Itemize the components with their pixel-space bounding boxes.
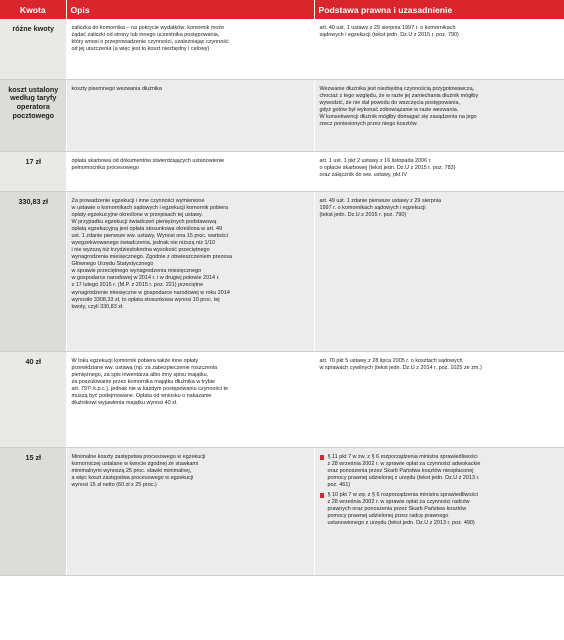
table-row [0,351,564,447]
row-description: zaliczka do komornika – na pokrycie wydatków; komornik może żądać zaliczki od strony lub innego uczestnika postępowania, który wnosi o przeprowadzenie czynności, uzależniając czynność od jej uiszczenia (a więc jest to koszt niezbędny i celowy) [66,19,314,79]
row-amount: różne kwoty [0,19,66,79]
row-legal-basis: art. 70 pkt 5 ustawy z 28 lipca 2005 r. o kosztach sądowych w sprawach cywilnych (tekst jedn. Dz.U z 2014 r. poz. 1025 ze zm.) [314,351,564,447]
row-legal-basis: art. 40 ust. 1 ustawy z 29 sierpnia 1997 r. o komornikach sądowych i egzekucji (tekst jedn. Dz.U z 2015 r. poz. 790) [314,19,564,79]
row-amount: 15 zł [0,447,66,575]
row-legal-basis: art. 1 ust. 1 pkt 2 ustawy z 16 listopada 2006 r. o opłacie skarbowej (tekst jedn. Dz.U z 2015 r. poz. 783) oraz załącznik do ww. ustawy, pkt IV [314,151,564,191]
table-row [0,447,564,575]
header-podstawa: Podstawa prawna i uzasadnienie [314,0,564,19]
table-row [0,79,564,151]
header-opis: Opis [66,0,314,19]
legal-basis-item-text: § 10 pkt 7 w zw. z § 6 rozporządzenia ministra sprawiedliwości z 28 września 2002 r. w sprawie opłat za czynności radców prawnych oraz ponoszenia przez Skarb Państwa kosztów pomocy prawnej udzielonej przez radcę prawnego ustanowionego z urzędu (tekst jedn. Dz.U z 2013 r. poz. 490) [327,491,479,527]
row-amount: koszt ustalony według taryfy operatora pocztowego [0,79,66,151]
red-square-bullet-icon [320,493,325,498]
red-square-bullet-icon [320,455,325,460]
row-legal-basis: art. 49 ust. 1 zdanie pierwsze ustawy z 29 sierpnia 1997 r. o komornikach sądowych i egzekucji (tekst jedn. Dz.U z 2015 r. poz. 790) [314,191,564,351]
row-legal-basis [314,447,564,575]
row-legal-basis: Wezwanie dłużnika jest niezbędną czynnością przygotowawczą, chociaż z tego względu, że w razie jej zaniechania dłużnik mógłby wywodzić, że nie dał powodu do wszczęcia postępowania, gdyż gotów był wykonać zobowiązanie w razie wezwania. W konsekwencji dłużnik mógłby domagać się zasądzenia na jego rzecz poniesionych przez niego kosztów. [314,79,564,151]
table-header-row [0,0,564,19]
row-amount: 330,83 zł [0,191,66,351]
row-description: W toku egzekucji komornik pobiera także inne opłaty przewidziane ww. ustawą (np. za zabezpieczenie roszczenia pieniężnego, za spis inwentarza albo inny spisu majątku, za poszukiwanie przez komornika majątku dłużnika w trybie art. 797¹ k.p.c.), jednak nie w każdym postępowaniu czynności te muszą być podejmowane. Opłata od wniosku o nakazanie dłużnikowi wyjawienia majątku wynosi 40 zł. [66,351,314,447]
legal-basis-item [320,492,560,527]
table-row [0,191,564,351]
row-description: opłata skarbowa od dokumentów stwierdzających ustanowienie pełnomocnika procesowego [66,151,314,191]
header-kwota: Kwota [0,0,66,19]
row-description: Za prowadzenie egzekucji i inne czynności wymienione w ustawie o komornikach sądowych i egzekucji komornik pobiera opłaty egzekucyjne określone w przepisach tej ustawy. W przypadku egzekucji świadczeń pieniężnych podstawową opłatą egzekucyjną jest opłata stosunkowa określona w art. 49 ust. 1 zdanie pierwsze ww. ustawy. Wynosi ona 15 proc. wartości wyegzekwowanego świadczenia, jednak nie niższą niż 1/10 i nie wyższą niż trzydziestokrotna wysokość przeciętnego wynagrodzenia miesięcznego. Zgodnie z obwieszczeniem prezesa Głównego Urzędu Statystycznego w sprawie przeciętnego wynagrodzenia miesięcznego w gospodarce narodowej w 2014 r. i w drugiej połowie 2014 r. z 17 lutego 2015 r. (M.P. z 2015 r. poz. 221) przeciętne wynagrodzenie miesięczne w gospodarce narodowej w roku 2014 wynosiło 3308,33 zł, to opłata stosunkowa wynosi 10 proc. tej kwoty, czyli 330,83 zł. [66,191,314,351]
row-amount: 40 zł [0,351,66,447]
row-amount: 17 zł [0,151,66,191]
table-row [0,151,564,191]
table-row [0,19,564,79]
legal-basis-item [320,454,560,489]
legal-basis-item-text: § 11 pkt 7 w zw. z § 6 rozporządzenia ministra sprawiedliwości z 28 września 2002 r. w sprawie opłat za czynności adwokackie oraz ponoszenia przez Skarb Państwa kosztów nieopłaconej pomocy prawnej udzielonej z urzędu (tekst jedn. Dz.U z 2013 r. poz. 461) [327,453,481,488]
row-description: Minimalne koszty zastępstwa procesowego w egzekucji komorniczej ustalane w kwocie zgodnej ze stawkami minimalnymi wynoszą 25 proc. stawki minimalnej, a więc koszt zastępstwa procesowego w egzekucji wynosi 15 zł netto (60 zł x 25 proc.) [66,447,314,575]
row-description: koszty pisemnego wezwania dłużnika [66,79,314,151]
